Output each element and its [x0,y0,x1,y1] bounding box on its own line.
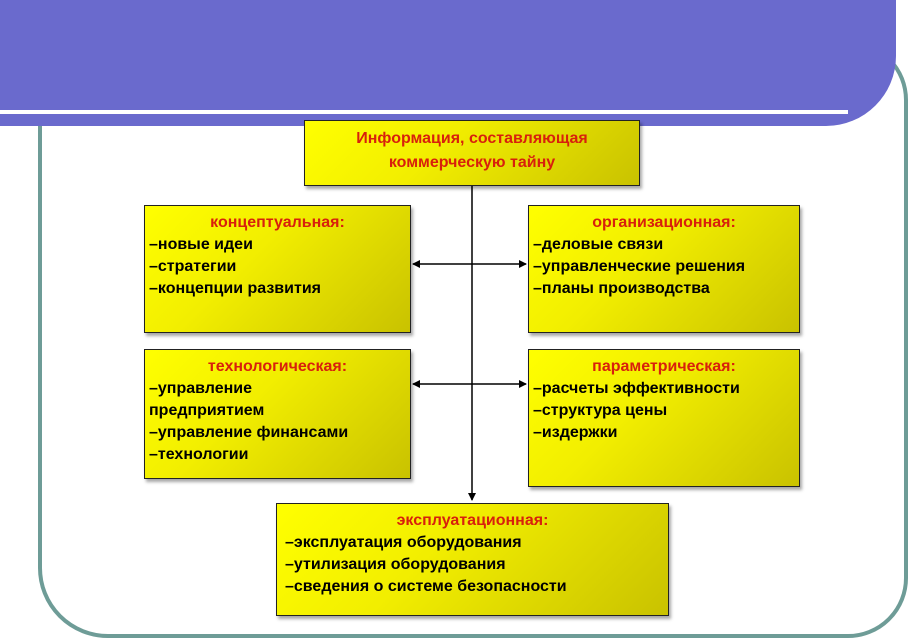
root-title-line1: Информация, составляющая [356,130,588,147]
header-banner [0,0,896,126]
technological-title: технологическая: [207,358,348,375]
list-item: –концепции развития [149,280,321,297]
list-item: –издержки [533,424,618,441]
list-item: –сведения о системе безопасности [285,578,567,595]
list-item: –утилизация оборудования [285,556,506,573]
list-item: –технологии [149,446,249,463]
root-box [304,120,640,186]
list-item: –управление финансами [149,424,349,441]
conceptual-box [144,205,411,333]
operational-title: эксплуатационная: [396,512,549,529]
technological-box [144,349,411,479]
list-item: –управление [149,380,253,397]
parametric-title: параметрическая: [592,358,736,375]
list-item: –структура цены [533,402,668,419]
operational-box [276,503,669,616]
list-item: –управленческие решения [533,258,746,275]
parametric-box [528,349,800,487]
root-title-line2: коммерческую тайну [388,154,556,171]
list-item: предприятием [149,402,265,419]
list-item: –стратегии [149,258,237,275]
banner-divider [0,110,848,114]
organizational-title: организационная: [592,214,736,231]
list-item: –расчеты эффективности [533,380,740,397]
root-title [305,127,639,175]
list-item: –эксплуатация оборудования [285,534,522,551]
conceptual-title: концептуальная: [210,214,345,231]
list-item: –новые идеи [149,236,253,253]
list-item: –деловые связи [533,236,664,253]
list-item: –планы производства [533,280,710,297]
organizational-box [528,205,800,333]
